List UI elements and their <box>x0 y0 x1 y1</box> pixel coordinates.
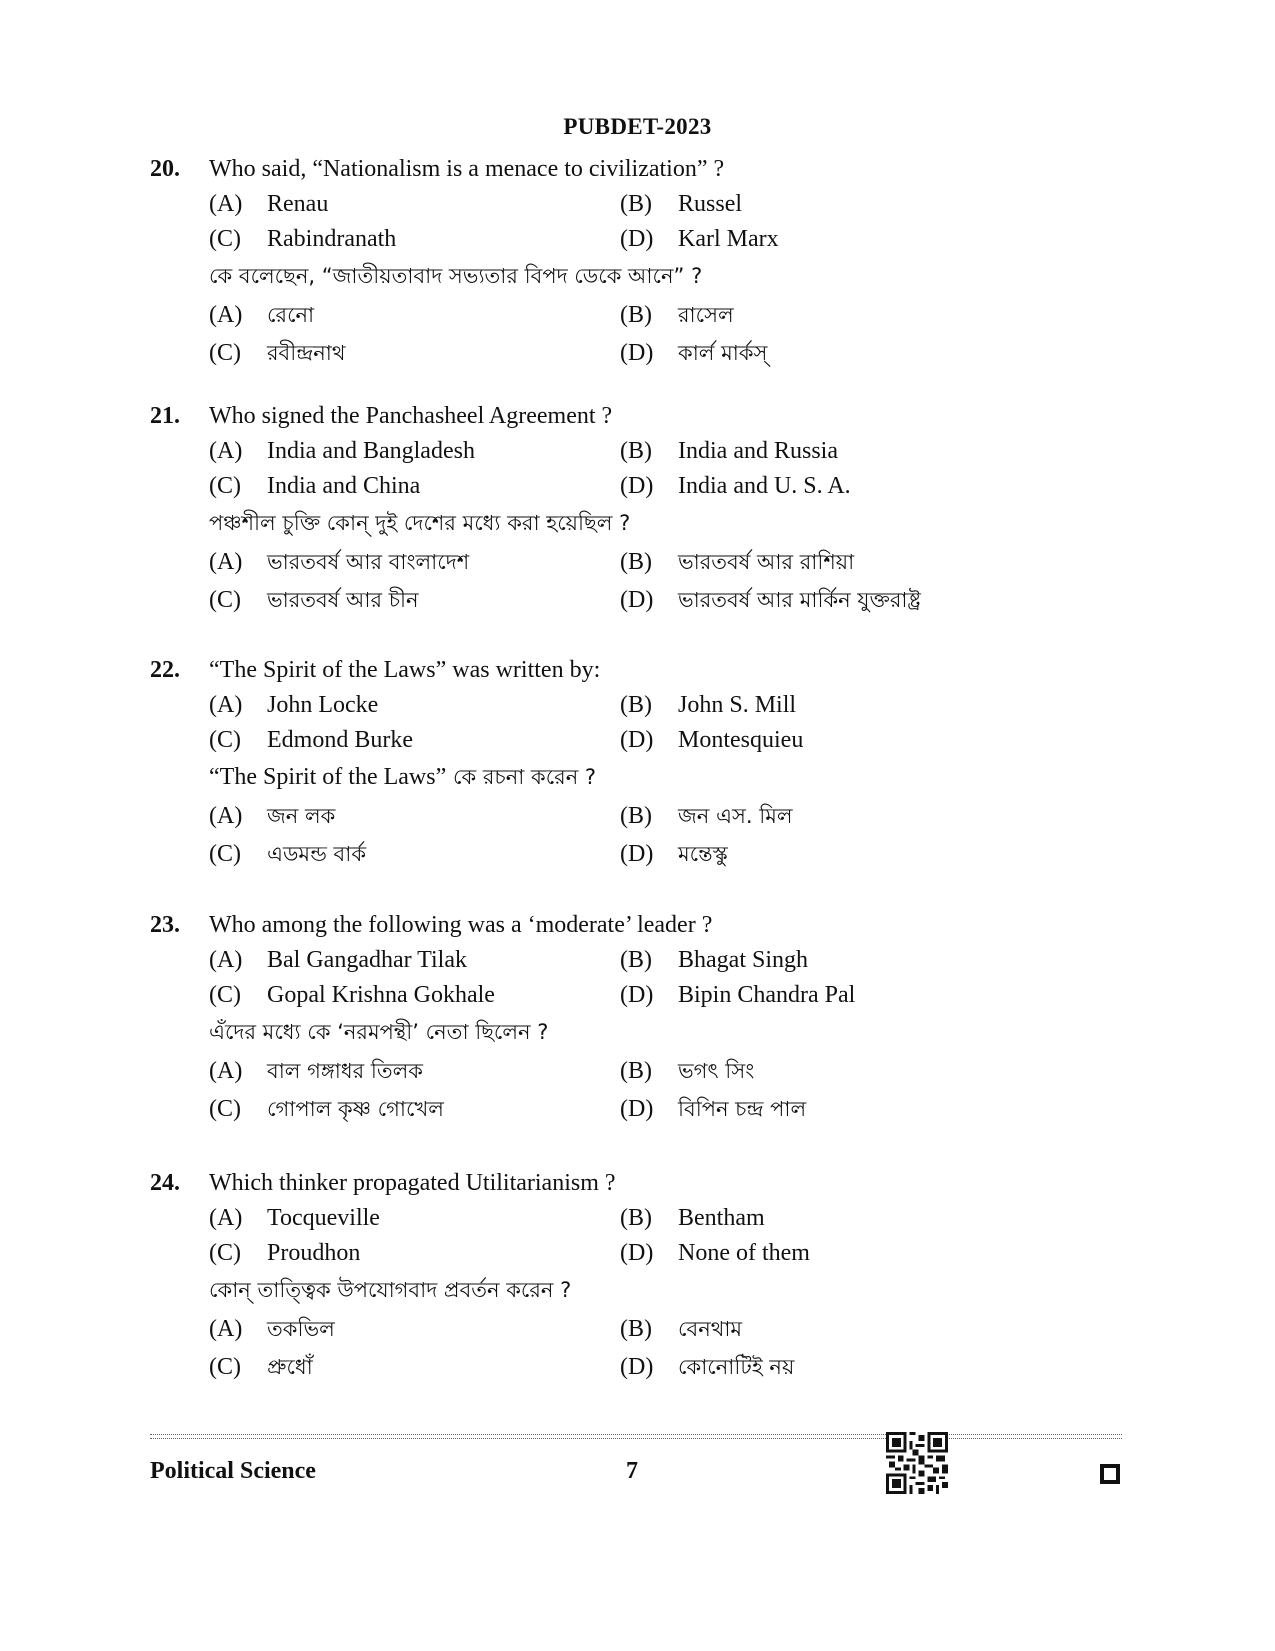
option-label: (C) <box>209 587 241 613</box>
option <box>209 226 396 253</box>
option <box>620 299 734 334</box>
question-text-bengali-part: কে বলেছেন, “জাতীয়তাবাদ সভ্যতার বিপদ ডেকে আনে” ? <box>209 264 703 288</box>
option-label: (B) <box>620 1316 652 1342</box>
option <box>209 1055 423 1090</box>
option-text: India and U. S. A. <box>678 473 851 499</box>
page-title: PUBDET-2023 <box>563 114 712 139</box>
option <box>620 1240 810 1267</box>
option-label: (D) <box>620 727 654 753</box>
option-text: Gopal Krishna Gokhale <box>267 982 495 1008</box>
option <box>620 947 808 974</box>
option-text: Karl Marx <box>678 226 779 252</box>
option-label: (C) <box>209 1240 241 1266</box>
option <box>209 1093 444 1128</box>
option-text: বেনথাম <box>678 1317 743 1341</box>
square-box-icon <box>1100 1464 1120 1484</box>
option-label: (B) <box>620 947 652 973</box>
question-text-bengali <box>209 507 630 542</box>
option-label: (B) <box>620 438 652 464</box>
option-text: মন্তেস্কু <box>678 842 728 866</box>
option <box>620 226 779 253</box>
option-text: রেনো <box>267 303 315 327</box>
option <box>620 1351 794 1386</box>
question-number: 21. <box>150 403 180 429</box>
question-text: Which thinker propagated Utilitarianism ? <box>209 1170 616 1196</box>
option <box>620 982 855 1009</box>
option <box>209 584 419 619</box>
option-label: (B) <box>620 191 652 217</box>
option-label: (D) <box>620 841 654 867</box>
option-text: ভগৎ সিং <box>678 1059 755 1083</box>
option-label: (C) <box>209 473 241 499</box>
option-label: (C) <box>209 727 241 753</box>
question-text: Who said, “Nationalism is a menace to civilization” ? <box>209 156 725 182</box>
option-text: None of them <box>678 1240 810 1266</box>
option-text: India and Russia <box>678 438 838 464</box>
question-text-bengali <box>209 761 596 796</box>
option-text: Bal Gangadhar Tilak <box>267 947 467 973</box>
option <box>209 438 475 465</box>
option-text: প্রুধোঁ <box>267 1355 313 1379</box>
option-label: (B) <box>620 692 652 718</box>
option-label: (B) <box>620 302 652 328</box>
option-label: (A) <box>209 803 243 829</box>
option <box>620 727 803 754</box>
option <box>209 800 335 835</box>
option-label: (A) <box>209 947 243 973</box>
question-number: 23. <box>150 912 180 938</box>
option-label: (D) <box>620 340 654 366</box>
option-text: Renau <box>267 191 329 217</box>
footer-subject: Political Science <box>150 1458 316 1484</box>
qr-code-icon <box>886 1432 948 1494</box>
option <box>209 337 345 372</box>
option <box>209 838 366 873</box>
option-label: (C) <box>209 226 241 252</box>
option <box>209 1205 380 1232</box>
option-label: (B) <box>620 803 652 829</box>
option-text: Tocqueville <box>267 1205 380 1231</box>
option-text: জন লক <box>267 804 336 828</box>
option-text: John S. Mill <box>678 692 797 718</box>
option-text: কার্ল মার্কস্ <box>678 341 768 365</box>
option <box>620 1313 742 1348</box>
option-label: (D) <box>620 473 654 499</box>
option-label: (C) <box>209 982 241 1008</box>
option <box>620 1093 806 1128</box>
option-text: John Locke <box>267 692 379 718</box>
option-text: তকভিল <box>267 1317 335 1341</box>
option-label: (D) <box>620 982 654 1008</box>
option-text: India and Bangladesh <box>267 438 475 464</box>
option-label: (A) <box>209 1205 243 1231</box>
option-text: এডমন্ড বার্ক <box>267 842 367 866</box>
option <box>209 546 469 581</box>
option-label: (D) <box>620 226 654 252</box>
option-text: কোনোটিই নয় <box>678 1355 795 1379</box>
confidential-divider <box>150 1434 1122 1439</box>
option <box>620 438 838 465</box>
option-label: (D) <box>620 1096 654 1122</box>
option-label: (B) <box>620 1205 652 1231</box>
option <box>209 727 413 754</box>
question-text: Who signed the Panchasheel Agreement ? <box>209 403 613 429</box>
option-text: Bhagat Singh <box>678 947 808 973</box>
question-text-bengali-part: কে রচনা করেন ? <box>446 765 597 789</box>
question-number: 22. <box>150 657 180 683</box>
question-text: Who among the following was a ‘moderate’ leader ? <box>209 912 713 938</box>
option <box>209 1240 360 1267</box>
option-text: India and China <box>267 473 421 499</box>
option <box>620 1205 765 1232</box>
option-label: (A) <box>209 438 243 464</box>
option-label: (C) <box>209 841 241 867</box>
question-number: 20. <box>150 156 180 182</box>
question-text-bengali <box>209 260 702 295</box>
option-label: (A) <box>209 692 243 718</box>
option-text: বাল গঙ্গাধর তিলক <box>267 1059 423 1083</box>
option <box>620 800 793 835</box>
option <box>620 546 854 581</box>
question-text: “The Spirit of the Laws” was written by: <box>209 657 601 683</box>
option-text: জন এস. মিল <box>678 804 793 828</box>
option-label: (C) <box>209 1354 241 1380</box>
option-text: Russel <box>678 191 743 217</box>
question-number: 24. <box>150 1170 180 1196</box>
option <box>209 947 467 974</box>
option-text: Bentham <box>678 1205 765 1231</box>
option-text: Montesquieu <box>678 727 804 753</box>
question-text-english-part: “The Spirit of the Laws” <box>209 764 447 790</box>
option-label: (D) <box>620 587 654 613</box>
option-text: Proudhon <box>267 1240 361 1266</box>
option-text: Edmond Burke <box>267 727 413 753</box>
option-text: ভারতবর্ষ আর চীন <box>267 588 419 612</box>
option <box>620 191 742 218</box>
question-text-bengali-part: এঁদের মধ্যে কে ‘নরমপন্থী’ নেতা ছিলেন ? <box>209 1020 549 1044</box>
option-label: (D) <box>620 1240 654 1266</box>
option <box>209 692 378 719</box>
option <box>209 1313 335 1348</box>
option <box>209 191 328 218</box>
option-label: (B) <box>620 549 652 575</box>
option-text: ভারতবর্ষ আর রাশিয়া <box>678 550 855 574</box>
option-text: গোপাল কৃষ্ণ গোখেল <box>267 1097 444 1121</box>
question-text-bengali-part: পঞ্চশীল চুক্তি কোন্ দুই দেশের মধ্যে করা হয়েছিল ? <box>209 511 631 535</box>
option <box>209 299 314 334</box>
option-text: ভারতবর্ষ আর মার্কিন যুক্তরাষ্ট্র <box>678 588 921 612</box>
option-label: (A) <box>209 1316 243 1342</box>
option <box>620 337 767 372</box>
option-label: (D) <box>620 1354 654 1380</box>
option <box>620 692 796 719</box>
option <box>620 838 728 873</box>
option-label: (A) <box>209 1058 243 1084</box>
option-text: Bipin Chandra Pal <box>678 982 856 1008</box>
question-text-bengali <box>209 1016 548 1051</box>
page-number: 7 <box>626 1458 638 1484</box>
option <box>620 473 851 500</box>
question-text-bengali <box>209 1274 571 1309</box>
option <box>209 473 420 500</box>
option-label: (C) <box>209 1096 241 1122</box>
option-label: (A) <box>209 549 243 575</box>
option-label: (B) <box>620 1058 652 1084</box>
option <box>620 1055 754 1090</box>
option <box>209 1351 313 1386</box>
question-text-bengali-part: কোন্ তাত্ত্বিক উপযোগবাদ প্রবর্তন করেন ? <box>209 1278 572 1302</box>
option-text: রাসেল <box>678 303 734 327</box>
option-text: রবীন্দ্রনাথ <box>267 341 346 365</box>
option <box>620 584 921 619</box>
option <box>209 982 495 1009</box>
option-label: (A) <box>209 302 243 328</box>
option-label: (C) <box>209 340 241 366</box>
option-text: ভারতবর্ষ আর বাংলাদেশ <box>267 550 470 574</box>
option-text: বিপিন চন্দ্র পাল <box>678 1097 807 1121</box>
option-text: Rabindranath <box>267 226 397 252</box>
option-label: (A) <box>209 191 243 217</box>
